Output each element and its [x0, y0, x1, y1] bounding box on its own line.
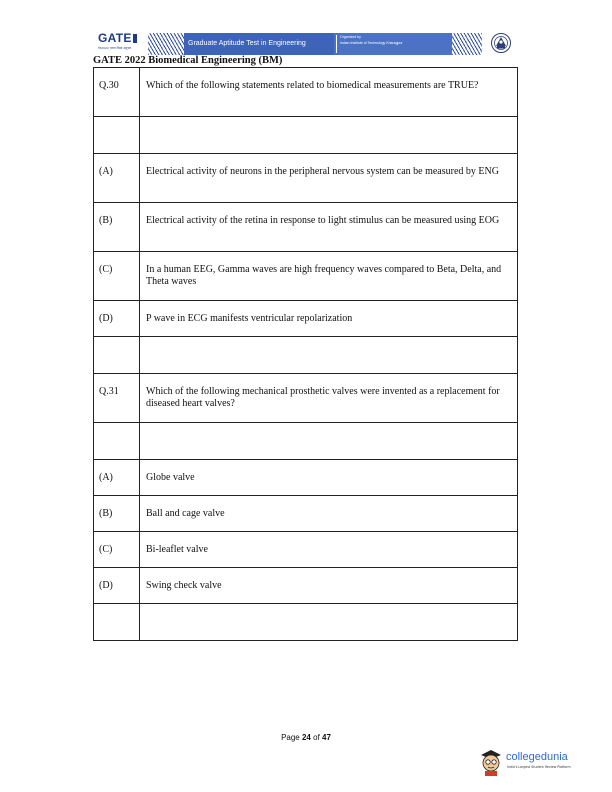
option-text: P wave in ECG manifests ventricular repolarization	[140, 301, 518, 337]
option-row	[94, 252, 518, 301]
banner-hatch-right	[452, 33, 482, 55]
brand-name: collegedunia	[506, 751, 568, 763]
question-number: Q.31	[94, 374, 140, 423]
question-number: Q.30	[94, 68, 140, 117]
header-banner	[96, 30, 516, 56]
collegedunia-logo	[478, 748, 584, 778]
question-row	[94, 374, 518, 423]
question-table	[93, 67, 518, 641]
option-row	[94, 154, 518, 203]
gate-logo-text: GATE	[98, 31, 137, 45]
brand-tagline: India's Largest Student Review Platform	[507, 765, 571, 769]
option-text: Electrical activity of the retina in response to light stimulus can be measured using EOG	[140, 203, 518, 252]
option-text: Swing check valve	[140, 568, 518, 604]
option-label: (C)	[94, 252, 140, 301]
option-row	[94, 301, 518, 337]
option-label: (A)	[94, 154, 140, 203]
banner-divider	[336, 35, 337, 53]
exam-subject-title: GATE 2022 Biomedical Engineering (BM)	[93, 55, 283, 66]
option-row	[94, 496, 518, 532]
option-row	[94, 460, 518, 496]
iit-kgp-emblem-icon	[490, 32, 512, 54]
question-text: Which of the following statements related to biomedical measurements are TRUE?	[140, 68, 518, 117]
option-row	[94, 568, 518, 604]
page-total: 47	[322, 733, 331, 742]
question-text: Which of the following mechanical prosthetic valves were invented as a replacement for diseased heart valves?	[140, 374, 518, 423]
option-label: (A)	[94, 460, 140, 496]
option-label: (C)	[94, 532, 140, 568]
option-label: (B)	[94, 203, 140, 252]
option-text: Electrical activity of neurons in the peripheral nervous system can be measured by ENG	[140, 154, 518, 203]
organizer-name: Indian Institute of Technology Kharagpur	[340, 41, 403, 45]
option-row	[94, 203, 518, 252]
blank-row	[94, 423, 518, 460]
gate-logo	[96, 30, 148, 56]
option-label: (D)	[94, 301, 140, 337]
option-text: Globe valve	[140, 460, 518, 496]
option-row	[94, 532, 518, 568]
option-text: Bi-leaflet valve	[140, 532, 518, 568]
question-row	[94, 68, 518, 117]
blank-row	[94, 117, 518, 154]
option-label: (B)	[94, 496, 140, 532]
option-text: In a human EEG, Gamma waves are high frequency waves compared to Beta, Delta, and Theta waves	[140, 252, 518, 301]
blank-row	[94, 604, 518, 641]
blank-row	[94, 337, 518, 374]
organized-by-label: Organized by	[340, 35, 361, 39]
gate-logo-tagline: गेट2022 भारत शिक्षा अनुभव	[98, 46, 131, 50]
option-text: Ball and cage valve	[140, 496, 518, 532]
student-mascot-icon	[478, 748, 504, 776]
page-number: Page 24 of 47	[281, 733, 331, 742]
option-label: (D)	[94, 568, 140, 604]
page-current: 24	[301, 733, 311, 742]
banner-hatch-left	[148, 33, 184, 55]
banner-title: Graduate Aptitude Test in Engineering	[188, 40, 306, 47]
